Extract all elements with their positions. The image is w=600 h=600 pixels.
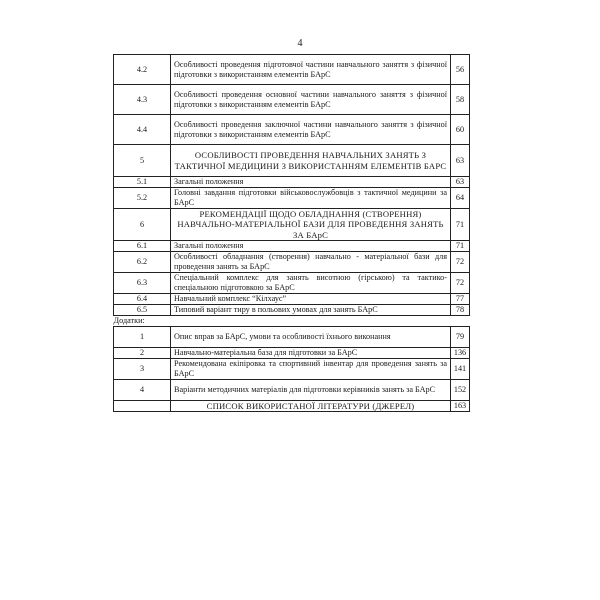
toc-row-page: 163 xyxy=(451,401,470,412)
table-of-contents xyxy=(113,54,470,412)
toc-row xyxy=(114,359,470,380)
toc-row-page: 64 xyxy=(451,188,470,209)
toc-row-title: РЕКОМЕНДАЦІЇ ЩОДО ОБЛАДНАННЯ (СТВОРЕННЯ) НАВЧАЛЬНО-МАТЕРІАЛЬНОЇ БАЗИ ДЛЯ ПРОВЕДЕННЯ ЗАНЯТЬ ЗА БАрС xyxy=(171,209,451,241)
toc-row-number: 4.4 xyxy=(114,115,171,145)
addenda-heading-row xyxy=(114,316,470,327)
toc-row xyxy=(114,348,470,359)
toc-row-page: 79 xyxy=(451,327,470,348)
toc-row-number: 5 xyxy=(114,145,171,177)
toc-row xyxy=(114,55,470,85)
toc-row-number: 6.4 xyxy=(114,294,171,305)
toc-row-page: 72 xyxy=(451,252,470,273)
toc-row-page: 63 xyxy=(451,145,470,177)
toc-row xyxy=(114,252,470,273)
toc-row-number: 4.2 xyxy=(114,55,171,85)
toc-row-number: 3 xyxy=(114,359,171,380)
toc-row-page: 152 xyxy=(451,380,470,401)
toc-row-number: 6.2 xyxy=(114,252,171,273)
toc-row-title: Рекомендована екіпіровка та спортивний інвентар для проведення занять за БАрС xyxy=(171,359,451,380)
toc-row xyxy=(114,177,470,188)
toc-row xyxy=(114,85,470,115)
toc-row xyxy=(114,241,470,252)
toc-row-page: 78 xyxy=(451,305,470,316)
toc-row-title: Опис вправ за БАрС, умови та особливості їхнього виконання xyxy=(171,327,451,348)
toc-row-page: 60 xyxy=(451,115,470,145)
toc-row-page: 63 xyxy=(451,177,470,188)
toc-row-page: 56 xyxy=(451,55,470,85)
toc-row-title: Спеціальний комплекс для занять висотною (гірською) та тактико-спеціальною підготовкою за БАрС xyxy=(171,273,451,294)
addenda-label: Додатки: xyxy=(114,316,470,327)
toc-row-title: Головні завдання підготовки військовослужбовців з тактичної медицини за БАрС xyxy=(171,188,451,209)
toc-row-number: 6 xyxy=(114,209,171,241)
toc-row-number: 5.2 xyxy=(114,188,171,209)
toc-row xyxy=(114,294,470,305)
toc-row-title: Навчальний комплекс “Кілхаус” xyxy=(171,294,451,305)
toc-row xyxy=(114,401,470,412)
toc-row-number: 6.3 xyxy=(114,273,171,294)
toc-row xyxy=(114,305,470,316)
toc-row-page: 72 xyxy=(451,273,470,294)
toc-row-number: 5.1 xyxy=(114,177,171,188)
toc-row-number: 1 xyxy=(114,327,171,348)
toc-row xyxy=(114,145,470,177)
toc-row xyxy=(114,273,470,294)
toc-row-title: Особливості проведення основної частини навчального заняття з фізичної підготовки з використанням елементів БАрС xyxy=(171,85,451,115)
toc-row-page: 58 xyxy=(451,85,470,115)
toc-row-number: 6.5 xyxy=(114,305,171,316)
toc-row-page: 141 xyxy=(451,359,470,380)
toc-row-number: 4.3 xyxy=(114,85,171,115)
toc-row-title: Загальні положення xyxy=(171,177,451,188)
toc-row xyxy=(114,327,470,348)
toc-row-number: 2 xyxy=(114,348,171,359)
toc-row-title: Особливості проведення заключної частини навчального заняття з фізичної підготовки з використанням елементів БАрС xyxy=(171,115,451,145)
toc-row xyxy=(114,380,470,401)
toc-row-title: Особливості обладнання (створення) навчально - матеріальної бази для проведення занять за БАрС xyxy=(171,252,451,273)
toc-body xyxy=(114,55,470,412)
toc-row-title: ОСОБЛИВОСТІ ПРОВЕДЕННЯ НАВЧАЛЬНИХ ЗАНЯТЬ З ТАКТИЧНОЇ МЕДИЦИНИ З ВИКОРИСТАННЯМ ЕЛЕМЕНТІВ БАРС xyxy=(171,145,451,177)
toc-row-title: Варіанти методичних матеріалів для підготовки керівників занять за БАрС xyxy=(171,380,451,401)
page-number: 4 xyxy=(297,38,303,49)
toc-row xyxy=(114,188,470,209)
toc-row-page: 77 xyxy=(451,294,470,305)
toc-row-title: СПИСОК ВИКОРИСТАНОЇ ЛІТЕРАТУРИ (ДЖЕРЕЛ) xyxy=(171,401,451,412)
toc-row-title: Типовий варіант тиру в польових умовах для занять БАрС xyxy=(171,305,451,316)
toc-row-number xyxy=(114,401,171,412)
toc-row-number: 6.1 xyxy=(114,241,171,252)
toc-row-page: 136 xyxy=(451,348,470,359)
toc-row xyxy=(114,115,470,145)
toc-row-title: Загальні положення xyxy=(171,241,451,252)
toc-row-page: 71 xyxy=(451,241,470,252)
toc-row-page: 71 xyxy=(451,209,470,241)
toc-row-title: Особливості проведення підготовчої частини навчального заняття з фізичної підготовки з використанням елементів БАрС xyxy=(171,55,451,85)
toc-row-title: Навчально-матеріальна база для підготовки за БАрС xyxy=(171,348,451,359)
toc-row xyxy=(114,209,470,241)
toc-row-number: 4 xyxy=(114,380,171,401)
